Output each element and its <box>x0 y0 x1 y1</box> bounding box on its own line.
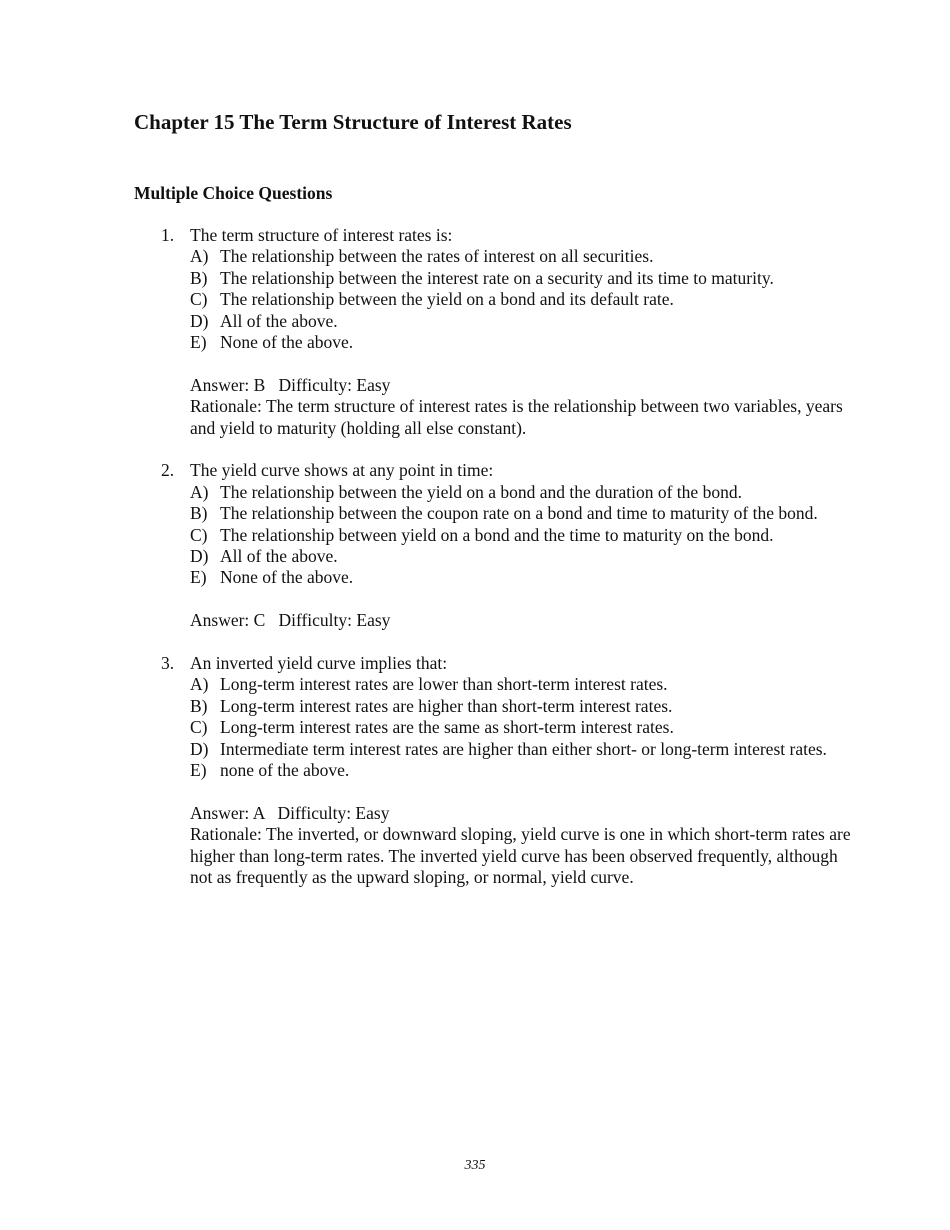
question-2 <box>134 460 854 631</box>
option-letter: B) <box>190 695 208 716</box>
option-letter: D) <box>190 546 209 567</box>
answer-option <box>190 546 854 567</box>
option-text: none of the above. <box>220 760 350 781</box>
option-text: None of the above. <box>220 567 354 588</box>
question-1 <box>134 225 854 439</box>
answer-block <box>190 803 854 889</box>
option-text: Intermediate term interest rates are higher than either short- or long-term interest rates. <box>220 738 827 759</box>
option-letter: E) <box>190 760 207 781</box>
answer-option <box>190 332 854 353</box>
option-text: The relationship between the coupon rate on a bond and time to maturity of the bond. <box>220 503 818 524</box>
question-3 <box>134 653 854 888</box>
option-letter: A) <box>190 481 209 502</box>
rationale: Rationale: The inverted, or downward sloping, yield curve is one in which short-term rates are higher than long-term rates. The inverted yield curve has been observed frequently, although not as frequently as the upward sloping, or normal, yield curve. <box>190 824 851 888</box>
option-text: The relationship between the rates of interest on all securities. <box>220 246 654 267</box>
answer-option <box>190 268 854 289</box>
option-text: None of the above. <box>220 332 354 353</box>
answer-option <box>190 503 854 524</box>
answer-block <box>190 375 854 439</box>
page-number: 335 <box>464 1158 486 1173</box>
option-letter: B) <box>190 267 208 288</box>
option-letter: A) <box>190 674 209 695</box>
option-letter: C) <box>190 524 208 545</box>
answer-line: Answer: B Difficulty: Easy <box>190 374 391 395</box>
answer-line: Answer: C Difficulty: Easy <box>190 610 391 631</box>
option-letter: A) <box>190 246 209 267</box>
option-text: Long-term interest rates are higher than short-term interest rates. <box>220 695 673 716</box>
option-text: All of the above. <box>220 546 338 567</box>
answer-option <box>190 482 854 503</box>
answer-line: Answer: A Difficulty: Easy <box>190 802 390 823</box>
option-letter: D) <box>190 310 209 331</box>
option-text: The relationship between the interest rate on a security and its time to maturity. <box>220 267 774 288</box>
rationale: Rationale: The term structure of interest rates is the relationship between two variables, years and yield to maturity (holding all else constant). <box>190 396 843 438</box>
option-letter: C) <box>190 289 208 310</box>
option-text: All of the above. <box>220 310 338 331</box>
answer-option <box>190 760 854 781</box>
option-text: The relationship between yield on a bond and the time to maturity on the bond. <box>220 524 774 545</box>
chapter-title: Chapter 15 The Term Structure of Interest Rates <box>134 110 572 134</box>
section-heading: Multiple Choice Questions <box>134 183 333 203</box>
answer-option <box>190 739 854 760</box>
answer-option <box>190 311 854 332</box>
option-text: Long-term interest rates are the same as short-term interest rates. <box>220 717 674 738</box>
answer-option <box>190 674 854 695</box>
question-stem: The yield curve shows at any point in time: <box>190 460 494 481</box>
answer-option <box>190 696 854 717</box>
option-text: The relationship between the yield on a bond and its default rate. <box>220 289 674 310</box>
option-letter: E) <box>190 567 207 588</box>
question-stem: The term structure of interest rates is: <box>190 225 453 245</box>
option-letter: B) <box>190 503 208 524</box>
option-letter: D) <box>190 738 209 759</box>
question-number: 3. <box>161 653 175 674</box>
question-stem: An inverted yield curve implies that: <box>190 653 448 674</box>
question-list <box>134 225 854 910</box>
option-letter: C) <box>190 717 208 738</box>
answer-option <box>190 289 854 310</box>
option-text: The relationship between the yield on a bond and the duration of the bond. <box>220 481 742 502</box>
answer-option <box>190 567 854 588</box>
answer-option <box>190 717 854 738</box>
option-text: Long-term interest rates are lower than short-term interest rates. <box>220 674 668 695</box>
question-number: 1. <box>161 225 175 245</box>
option-letter: E) <box>190 332 207 353</box>
answer-option <box>190 246 854 267</box>
answer-block <box>190 610 854 631</box>
question-number: 2. <box>161 460 175 481</box>
answer-option <box>190 525 854 546</box>
